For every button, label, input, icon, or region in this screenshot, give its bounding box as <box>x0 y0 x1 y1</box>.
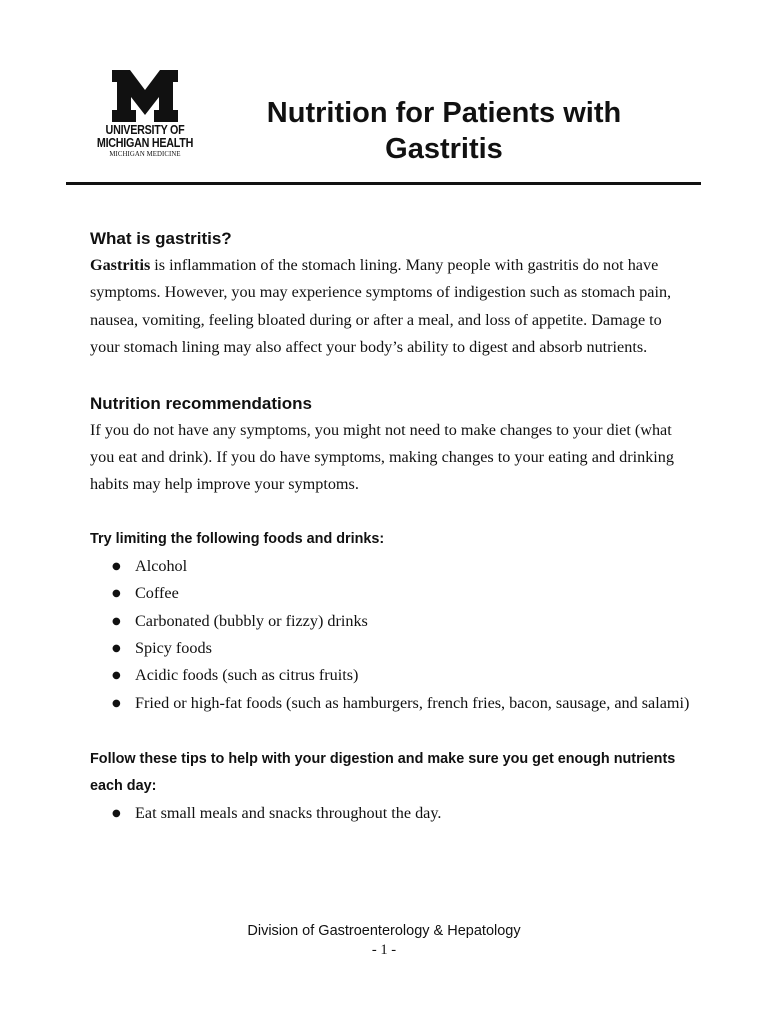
list-item: ● Spicy foods <box>90 635 690 662</box>
bullet-icon: ● <box>112 808 121 820</box>
gastritis-definition <box>90 252 690 362</box>
bullet-icon: ● <box>112 560 121 572</box>
logo-line-3: MICHIGAN MEDICINE <box>109 151 181 158</box>
list-item: ● Coffee <box>90 580 690 607</box>
digestion-tips-heading: Follow these tips to help with your digestion and make sure you get enough nutrients each day: <box>90 751 676 795</box>
bullet-icon: ● <box>112 643 121 655</box>
section-heading-what-is-gastritis: What is gastritis? <box>90 229 232 248</box>
list-item: ● Carbonated (bubbly or fizzy) drinks <box>90 608 690 635</box>
logo-line-2: MICHIGAN HEALTH <box>96 136 194 150</box>
footer-division: Division of Gastroenterology & Hepatology <box>247 923 521 939</box>
bullet-icon: ● <box>112 588 121 600</box>
document-title: Nutrition for Patients with Gastritis <box>266 97 622 165</box>
limit-foods-list <box>90 553 690 717</box>
document-body <box>90 226 690 828</box>
digestion-tips-list <box>90 800 690 827</box>
recommendations-paragraph: If you do not have any symptoms, you might not need to make changes to your diet (what you eat and drink). If you do have symptoms, making changes to your eating and drinking habits may help improve your symptoms. <box>90 420 674 494</box>
logo-line-1: UNIVERSITY OF <box>105 123 185 137</box>
gastritis-term: Gastritis <box>90 256 151 274</box>
section-heading-recommendations: Nutrition recommendations <box>90 393 312 413</box>
title-divider <box>66 182 701 185</box>
list-item: ● Fried or high-fat foods (such as hamburgers, french fries, bacon, sausage, and salami) <box>90 690 690 717</box>
bullet-icon: ● <box>112 615 121 627</box>
bullet-icon: ● <box>112 697 121 709</box>
university-logo <box>88 70 202 159</box>
page-footer <box>0 922 768 960</box>
block-m-icon <box>110 70 180 122</box>
list-item: ● Alcohol <box>90 553 690 580</box>
page-number: - 1 - <box>371 942 397 958</box>
limit-foods-heading: Try limiting the following foods and drinks: <box>90 530 385 547</box>
bullet-icon: ● <box>112 670 121 682</box>
list-item: ● Eat small meals and snacks throughout the day. <box>90 800 690 827</box>
gastritis-description: is inflammation of the stomach lining. Many people with gastritis do not have symptoms. However, you may experience symptoms of indigestion such as stomach pain, nausea, vomiting, feeling bloated during or after a meal, and loss of appetite. Damage to your stomach lining may also affect your body’s ability to digest and absorb nutrients. <box>90 256 672 357</box>
list-item: ● Acidic foods (such as citrus fruits) <box>90 662 690 689</box>
